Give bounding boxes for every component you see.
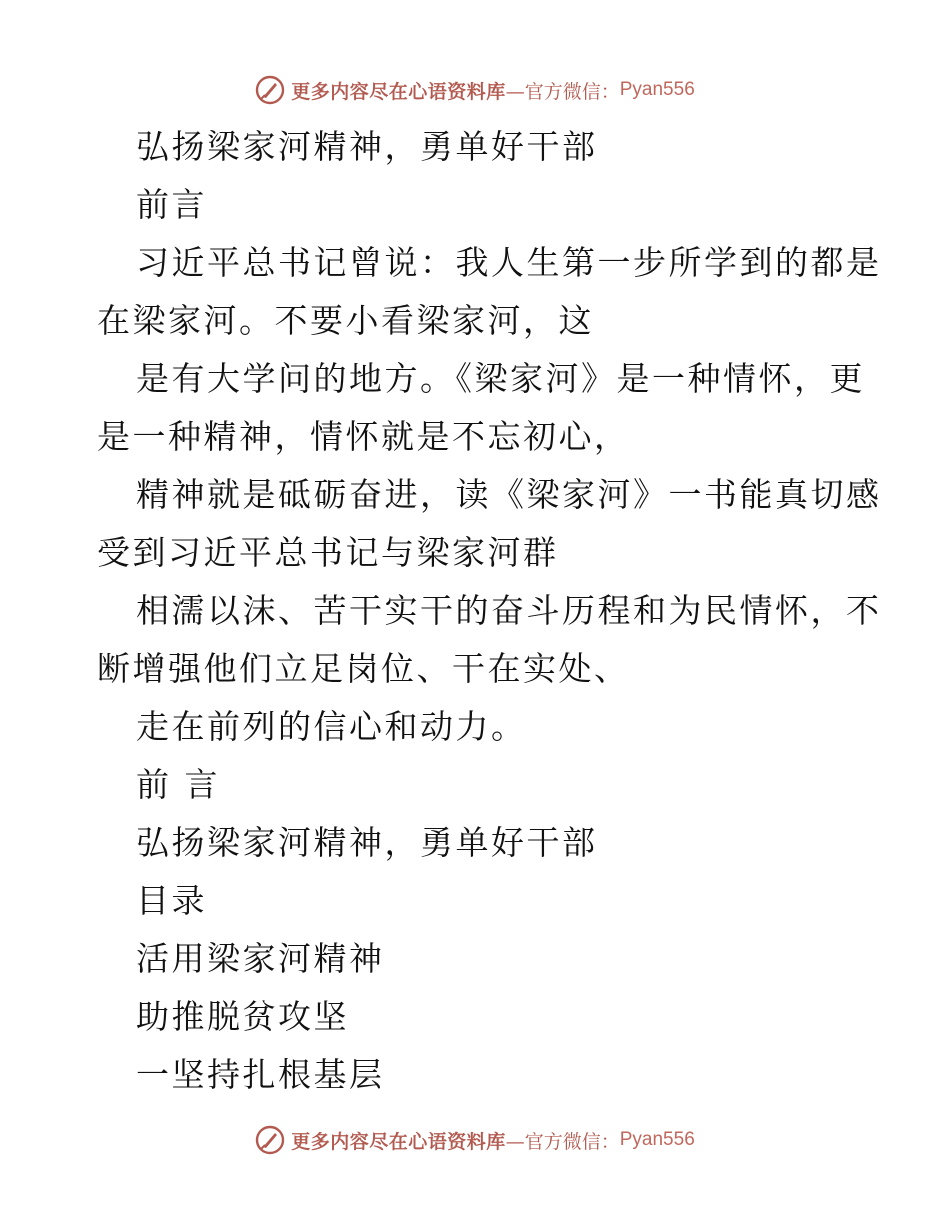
- body-line: 是有大学问的地方。《梁家河》是一种情怀，更: [136, 359, 865, 398]
- body-line: 精神就是砥砺奋进，读《梁家河》一书能真切感: [136, 475, 882, 514]
- quill-logo-icon: [255, 75, 285, 105]
- header-brand-text: 更多内容尽在心语资料库: [291, 80, 506, 103]
- body-line-title: 弘扬梁家河精神，勇单好干部: [136, 127, 598, 166]
- body-line: 受到习近平总书记与梁家河群: [97, 533, 559, 572]
- body-line-title: 弘扬梁家河精神，勇单好干部: [136, 823, 598, 862]
- quill-logo-icon: [255, 1125, 285, 1155]
- body-line: 相濡以沫、苦干实干的奋斗历程和为民情怀，不: [136, 591, 882, 630]
- footer-brand-text: 更多内容尽在心语资料库: [291, 1130, 506, 1153]
- body-line: 在梁家河。不要小看梁家河，这: [97, 301, 594, 340]
- body-line: 是一种精神，情怀就是不忘初心，: [97, 417, 630, 456]
- toc-item: 一坚持扎根基层: [136, 1055, 385, 1094]
- footer-wechat-id: Pyan556: [619, 1129, 695, 1150]
- body-line: 断增强他们立足岗位、干在实处、: [97, 649, 630, 688]
- header-banner: [0, 70, 950, 110]
- toc-item: 活用梁家河精神: [136, 939, 385, 978]
- body-line-preface-heading: 前 言: [136, 765, 220, 804]
- body-line-toc-heading: 目录: [136, 881, 207, 920]
- toc-item: 助推脱贫攻坚: [136, 997, 349, 1036]
- footer-banner: [0, 1120, 950, 1160]
- footer-dash-text: —官方微信：: [505, 1130, 620, 1153]
- body-line: 走在前列的信心和动力。: [136, 707, 527, 746]
- body-line-preface-heading: 前言: [136, 185, 207, 224]
- body-line: 习近平总书记曾说：我人生第一步所学到的都是: [136, 243, 882, 282]
- header-dash-text: —官方微信：: [505, 80, 620, 103]
- header-wechat-id: Pyan556: [619, 79, 695, 100]
